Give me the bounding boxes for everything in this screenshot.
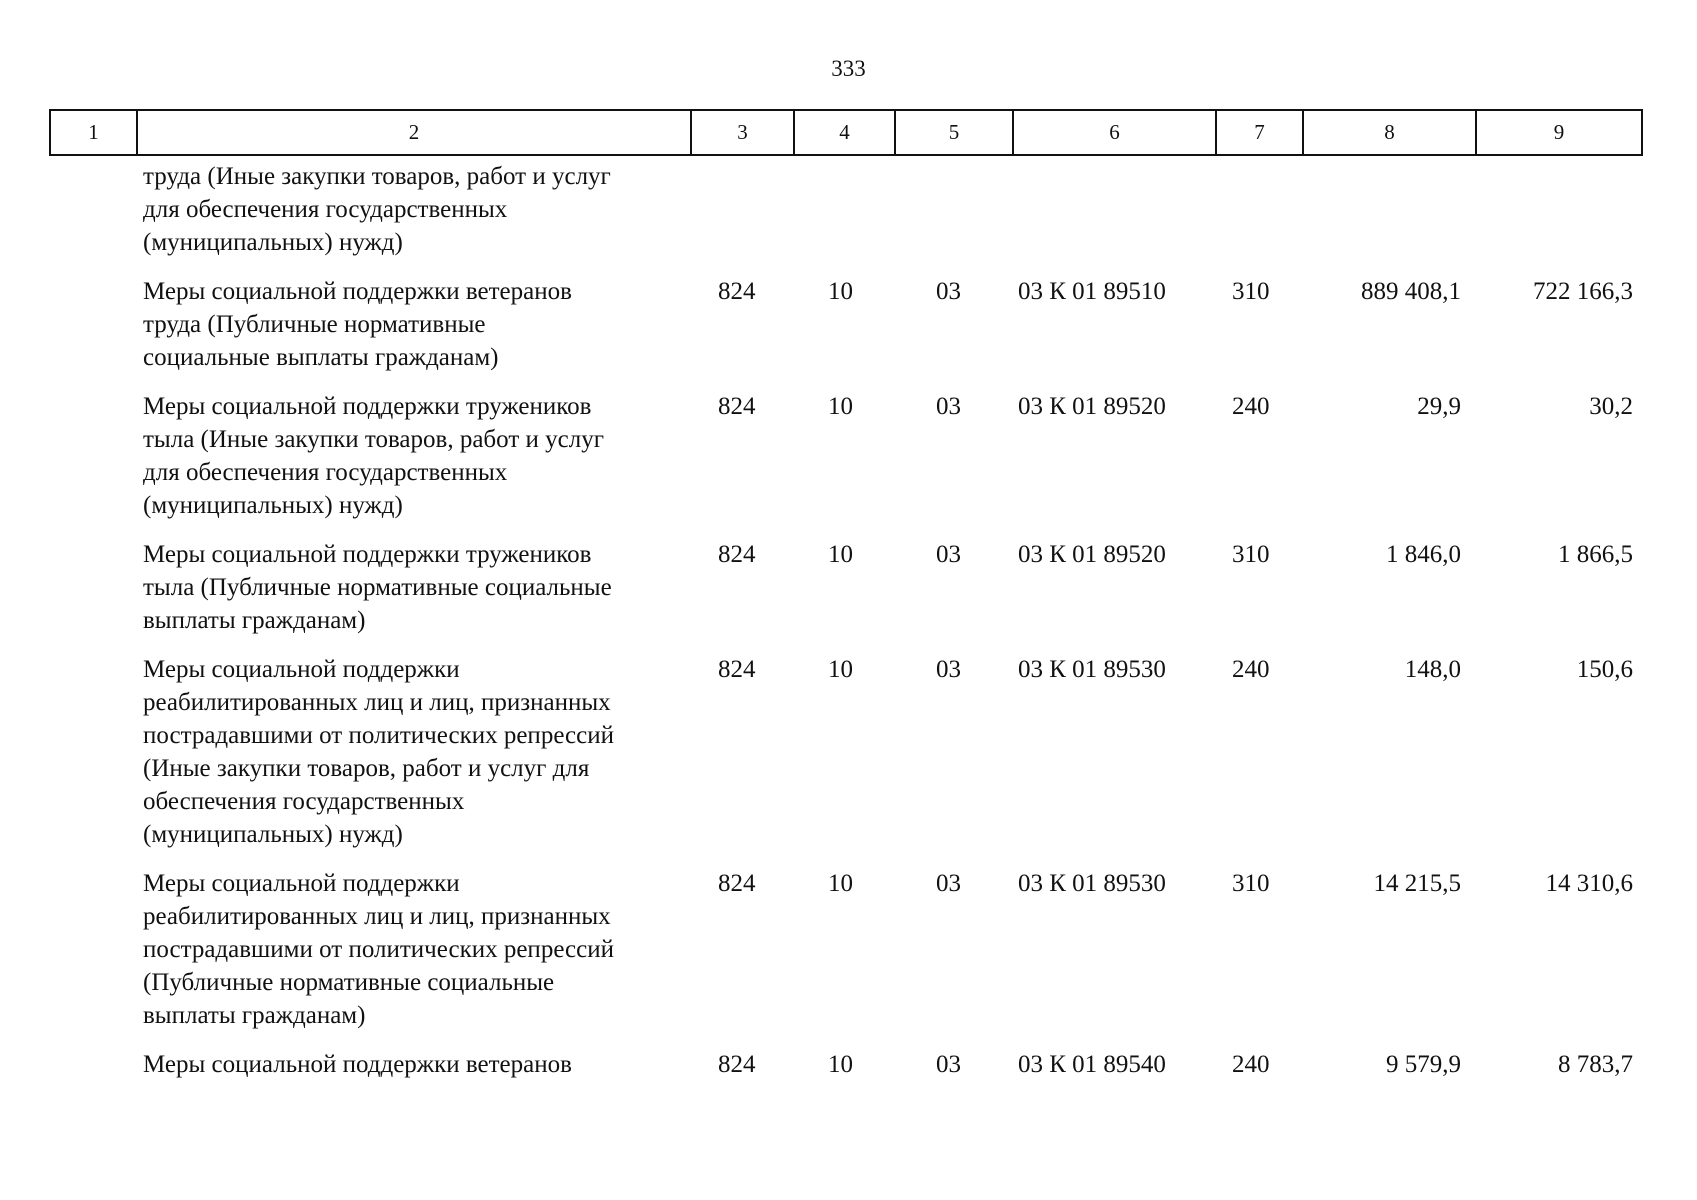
table-row bbox=[0, 275, 1697, 374]
row-col-7: 240 bbox=[1232, 1051, 1270, 1078]
row-col-6: 03 К 01 89510 bbox=[1018, 278, 1166, 305]
row-col-3: 824 bbox=[718, 541, 756, 568]
row-col-7: 240 bbox=[1232, 393, 1270, 420]
header-row bbox=[50, 110, 1642, 155]
row-col-4: 10 bbox=[828, 656, 853, 683]
row-description: Меры социальной поддержки тружеников тыла (Иные закупки товаров, работ и услуг для обеспечения государственных (муниципальных) нужд) bbox=[143, 393, 604, 519]
row-col-9: 8 783,7 bbox=[1558, 1051, 1633, 1078]
header-col-7: 7 bbox=[1216, 110, 1303, 155]
table-row bbox=[0, 160, 1697, 259]
row-col-3: 824 bbox=[718, 278, 756, 305]
row-col-5: 03 bbox=[936, 393, 961, 420]
row-col-8: 889 408,1 bbox=[1361, 278, 1461, 305]
row-col-4: 10 bbox=[828, 870, 853, 897]
header-col-9: 9 bbox=[1476, 110, 1642, 155]
row-col-8: 1 846,0 bbox=[1386, 541, 1461, 568]
row-col-8: 148,0 bbox=[1404, 656, 1461, 683]
table-body bbox=[0, 160, 1697, 1081]
row-col-3: 824 bbox=[718, 1051, 756, 1078]
table-row bbox=[0, 653, 1697, 851]
header-col-6: 6 bbox=[1013, 110, 1216, 155]
row-description: труда (Иные закупки товаров, работ и услуг для обеспечения государственных (муниципальных) нужд) bbox=[143, 163, 611, 256]
row-col-7: 310 bbox=[1232, 278, 1270, 305]
page-number: 333 bbox=[831, 56, 866, 81]
row-col-5: 03 bbox=[936, 656, 961, 683]
header-col-5: 5 bbox=[895, 110, 1013, 155]
row-col-8: 9 579,9 bbox=[1386, 1051, 1461, 1078]
row-col-9: 722 166,3 bbox=[1533, 278, 1633, 305]
row-col-6: 03 К 01 89530 bbox=[1018, 656, 1166, 683]
header-col-2: 2 bbox=[137, 110, 691, 155]
row-description: Меры социальной поддержки реабилитированных лиц и лиц, признанных пострадавшими от политических репрессий (Публичные нормативные социальные выплаты гражданам) bbox=[143, 870, 614, 1029]
row-col-9: 1 866,5 bbox=[1558, 541, 1633, 568]
row-description: Меры социальной поддержки ветеранов труда (Публичные нормативные социальные выплаты гражданам) bbox=[143, 278, 572, 371]
header-col-4: 4 bbox=[794, 110, 895, 155]
table-row bbox=[0, 1048, 1697, 1081]
row-col-5: 03 bbox=[936, 870, 961, 897]
row-col-6: 03 К 01 89520 bbox=[1018, 393, 1166, 420]
row-col-9: 150,6 bbox=[1576, 656, 1633, 683]
row-col-3: 824 bbox=[718, 656, 756, 683]
header-col-1: 1 bbox=[50, 110, 137, 155]
row-col-9: 30,2 bbox=[1589, 393, 1633, 420]
row-col-6: 03 К 01 89520 bbox=[1018, 541, 1166, 568]
row-col-9: 14 310,6 bbox=[1545, 870, 1633, 897]
row-col-5: 03 bbox=[936, 541, 961, 568]
row-col-7: 310 bbox=[1232, 541, 1270, 568]
row-col-3: 824 bbox=[718, 393, 756, 420]
row-col-3: 824 bbox=[718, 870, 756, 897]
row-description: Меры социальной поддержки тружеников тыла (Публичные нормативные социальные выплаты гражданам) bbox=[143, 541, 612, 634]
row-col-5: 03 bbox=[936, 1051, 961, 1078]
row-col-4: 10 bbox=[828, 278, 853, 305]
header-col-8: 8 bbox=[1303, 110, 1476, 155]
table-row bbox=[0, 867, 1697, 1032]
header-col-3: 3 bbox=[691, 110, 794, 155]
row-col-6: 03 К 01 89530 bbox=[1018, 870, 1166, 897]
row-col-8: 29,9 bbox=[1417, 393, 1461, 420]
row-col-4: 10 bbox=[828, 393, 853, 420]
row-col-7: 240 bbox=[1232, 656, 1270, 683]
row-description: Меры социальной поддержки ветеранов bbox=[143, 1051, 572, 1078]
table-row bbox=[0, 538, 1697, 637]
row-col-5: 03 bbox=[936, 278, 961, 305]
row-col-6: 03 К 01 89540 bbox=[1018, 1051, 1166, 1078]
row-description: Меры социальной поддержки реабилитированных лиц и лиц, признанных пострадавшими от политических репрессий (Иные закупки товаров, работ и услуг для обеспечения государственных (муниципальных) нужд) bbox=[143, 656, 614, 848]
row-col-8: 14 215,5 bbox=[1373, 870, 1461, 897]
row-col-7: 310 bbox=[1232, 870, 1270, 897]
row-col-4: 10 bbox=[828, 1051, 853, 1078]
column-number-header bbox=[49, 109, 1643, 156]
table-row bbox=[0, 390, 1697, 522]
row-col-4: 10 bbox=[828, 541, 853, 568]
